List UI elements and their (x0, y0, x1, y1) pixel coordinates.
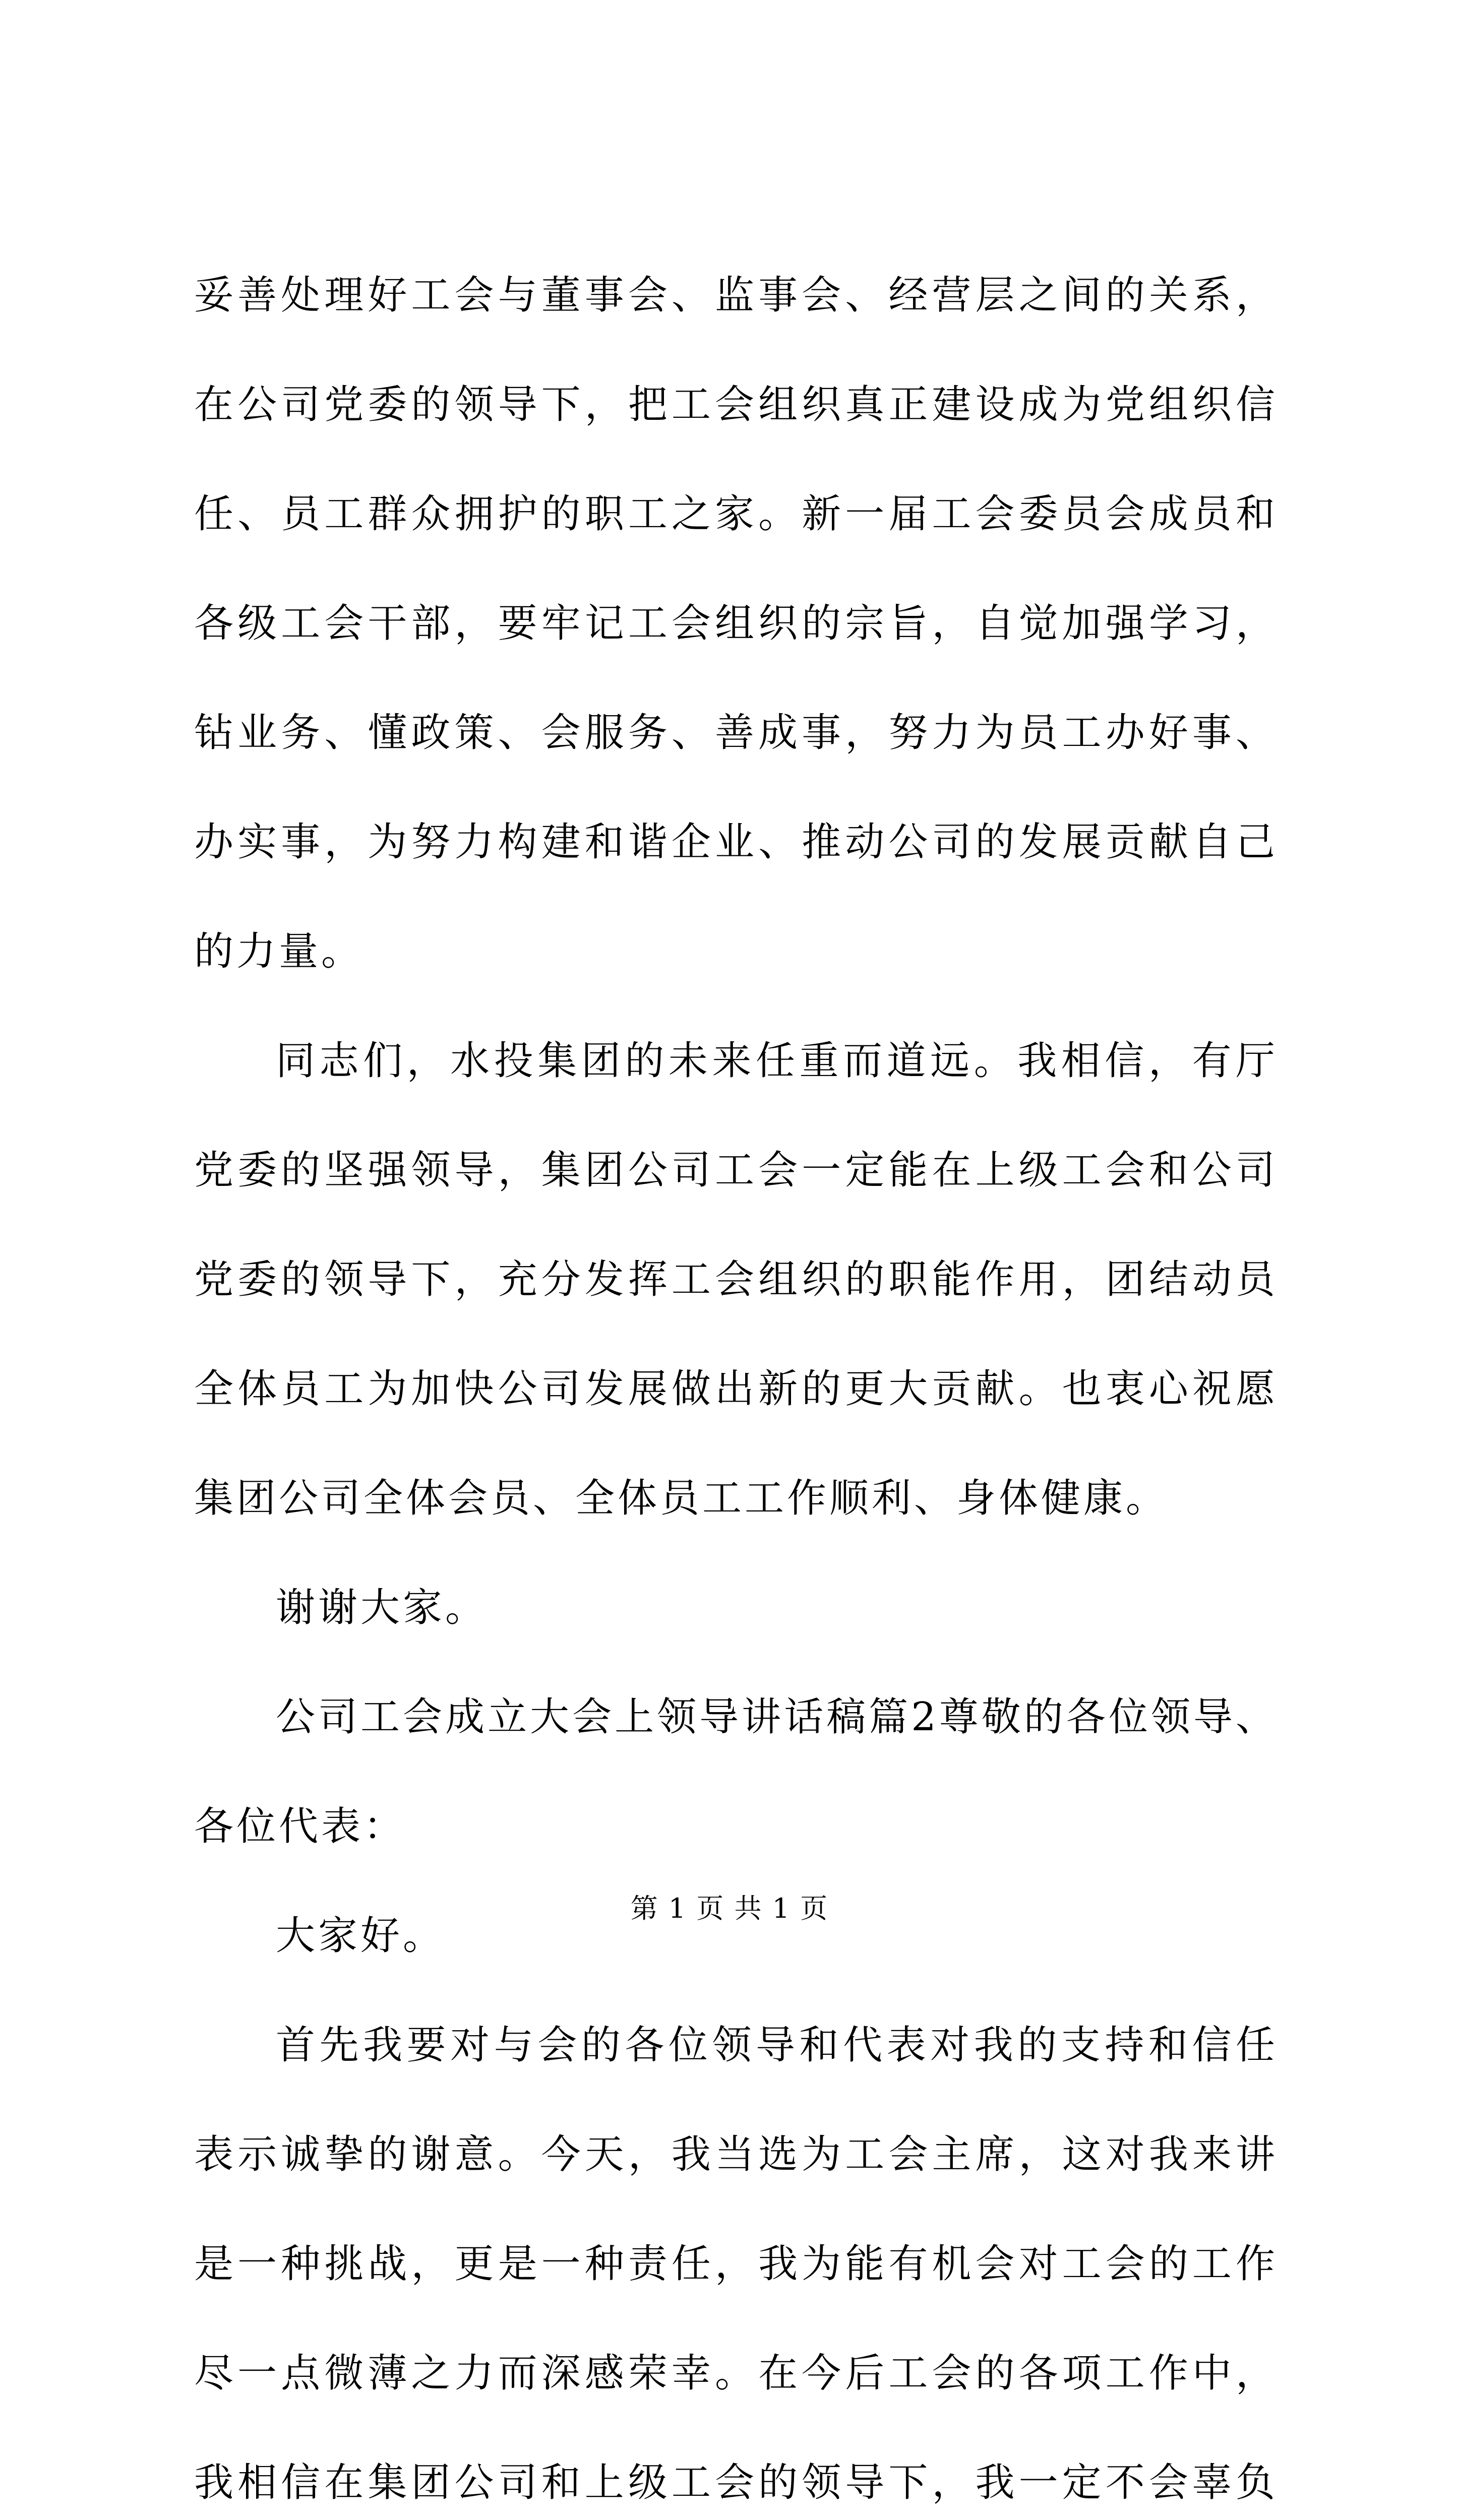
paragraph-1: 妥善处理好工会与董事会、监事会、经营层之间的关系，在公司党委的领导下，把工会组织真正建设成为党组织信任、员工群众拥护的职工之家。新一届工会委员会成员和各级工会干部，要牢记工会组织的宗旨，自觉加强学习，钻业务、懂政策、会服务、善成事，努力为员工办好事、办实事，为努力构建和谐企业、推动公司的发展贡献自己的力量。 (194, 273, 1278, 974)
document-body (194, 241, 1278, 2520)
paragraph-5: 大家好。 (276, 1913, 446, 1959)
page-footer: 第 1 页 共 1 页 (630, 1893, 829, 1924)
paragraph-4: 公司工会成立大会上领导讲话稿篇2尊敬的各位领导、各位代表： (194, 1694, 1278, 1849)
paragraph-3: 谢谢大家。 (276, 1585, 488, 1630)
paragraph-2: 同志们，水投集团的未来任重而道远。我相信，有厅党委的坚强领导，集团公司工会一定能在上级工会和公司党委的领导下，充分发挥工会组织的职能作用，团结动员全体员工为加快公司发展做出新的更大贡献。也衷心祝愿集团公司全体会员、全体员工工作顺利、身体健康。 (194, 1038, 1278, 1521)
paragraph-6: 首先我要对与会的各位领导和代表对我的支持和信任表示诚挚的谢意。今天，我当选为工会主席，这对我来讲是一种挑战，更是一种责任，我为能有机会对工会的工作尽一点微薄之力而深感荣幸。在今后工会的各项工作中，我相信在集团公司和上级工会的领导下，我一定不会辜负 (194, 2023, 1278, 2505)
